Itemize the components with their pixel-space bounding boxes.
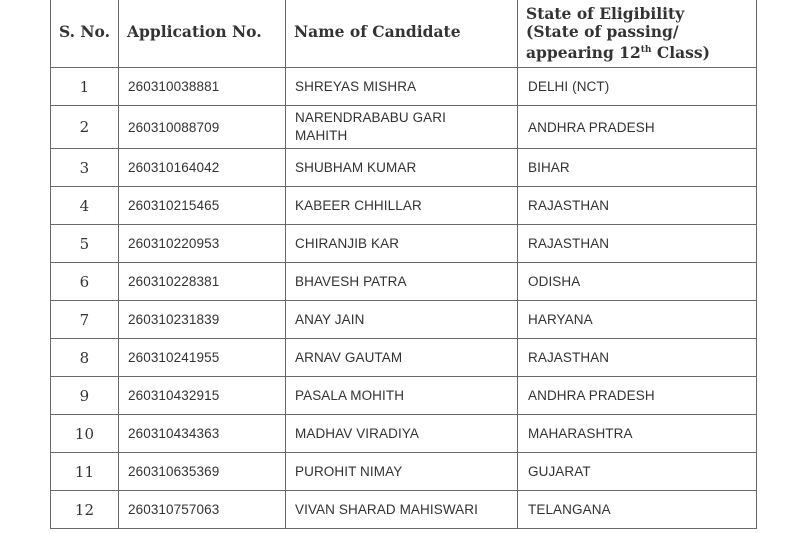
cell-state: RAJASTHAN <box>518 225 757 263</box>
table-header <box>51 0 757 68</box>
cell-candidate-name: ANAY JAIN <box>286 301 518 339</box>
cell-application-no: 260310231839 <box>119 301 286 339</box>
header-eligibility-line3-prefix: appearing 12 <box>526 42 641 62</box>
cell-state: ODISHA <box>518 263 757 301</box>
cell-state: RAJASTHAN <box>518 339 757 377</box>
table-row <box>51 301 757 339</box>
cell-application-no: 260310757063 <box>119 491 286 529</box>
header-eligibility-line2: (State of passing/ <box>526 21 679 41</box>
table-row <box>51 491 757 529</box>
cell-state: ANDHRA PRADESH <box>518 377 757 415</box>
cell-application-no: 260310241955 <box>119 339 286 377</box>
cell-state: HARYANA <box>518 301 757 339</box>
table-row <box>51 377 757 415</box>
cell-state: DELHI (NCT) <box>518 68 757 106</box>
cell-sno: 1 <box>51 68 119 106</box>
candidate-table <box>50 0 757 529</box>
table-row <box>51 149 757 187</box>
cell-candidate-name: VIVAN SHARAD MAHISWARI <box>286 491 518 529</box>
cell-state: GUJARAT <box>518 453 757 491</box>
table-body <box>51 68 757 529</box>
cell-candidate-name: PUROHIT NIMAY <box>286 453 518 491</box>
table-row <box>51 225 757 263</box>
table-row <box>51 415 757 453</box>
cell-state: RAJASTHAN <box>518 187 757 225</box>
header-eligibility-line3-suffix: Class) <box>651 42 710 62</box>
cell-sno: 7 <box>51 301 119 339</box>
cell-application-no: 260310432915 <box>119 377 286 415</box>
table-row <box>51 68 757 106</box>
header-row <box>51 0 757 68</box>
header-candidate-name: Name of Candidate <box>286 0 518 68</box>
table-row <box>51 187 757 225</box>
cell-candidate-name: MADHAV VIRADIYA <box>286 415 518 453</box>
cell-candidate-name: NARENDRABABU GARI MAHITH <box>286 106 518 149</box>
cell-sno: 6 <box>51 263 119 301</box>
candidate-list-document <box>50 0 757 529</box>
cell-sno: 4 <box>51 187 119 225</box>
cell-state: TELANGANA <box>518 491 757 529</box>
cell-state: BIHAR <box>518 149 757 187</box>
table-row <box>51 263 757 301</box>
cell-candidate-name: BHAVESH PATRA <box>286 263 518 301</box>
header-eligibility-superscript: th <box>640 44 652 55</box>
cell-sno: 12 <box>51 491 119 529</box>
cell-sno: 2 <box>51 106 119 149</box>
cell-application-no: 260310164042 <box>119 149 286 187</box>
cell-application-no: 260310220953 <box>119 225 286 263</box>
cell-application-no: 260310088709 <box>119 106 286 149</box>
cell-candidate-name: ARNAV GAUTAM <box>286 339 518 377</box>
header-sno: S. No. <box>51 0 119 68</box>
cell-candidate-name: SHREYAS MISHRA <box>286 68 518 106</box>
cell-sno: 8 <box>51 339 119 377</box>
header-application-no: Application No. <box>119 0 286 68</box>
cell-application-no: 260310635369 <box>119 453 286 491</box>
cell-state: MAHARASHTRA <box>518 415 757 453</box>
cell-sno: 11 <box>51 453 119 491</box>
cell-application-no: 260310038881 <box>119 68 286 106</box>
cell-candidate-name: SHUBHAM KUMAR <box>286 149 518 187</box>
cell-state: ANDHRA PRADESH <box>518 106 757 149</box>
header-eligibility-line1: State of Eligibility <box>526 3 685 23</box>
table-row <box>51 339 757 377</box>
cell-application-no: 260310434363 <box>119 415 286 453</box>
cell-application-no: 260310228381 <box>119 263 286 301</box>
cell-sno: 10 <box>51 415 119 453</box>
cell-candidate-name: PASALA MOHITH <box>286 377 518 415</box>
table-row <box>51 453 757 491</box>
cell-candidate-name: CHIRANJIB KAR <box>286 225 518 263</box>
cell-candidate-name: KABEER CHHILLAR <box>286 187 518 225</box>
cell-sno: 3 <box>51 149 119 187</box>
header-state-of-eligibility <box>518 0 757 68</box>
cell-application-no: 260310215465 <box>119 187 286 225</box>
table-row <box>51 106 757 149</box>
cell-sno: 5 <box>51 225 119 263</box>
cell-sno: 9 <box>51 377 119 415</box>
